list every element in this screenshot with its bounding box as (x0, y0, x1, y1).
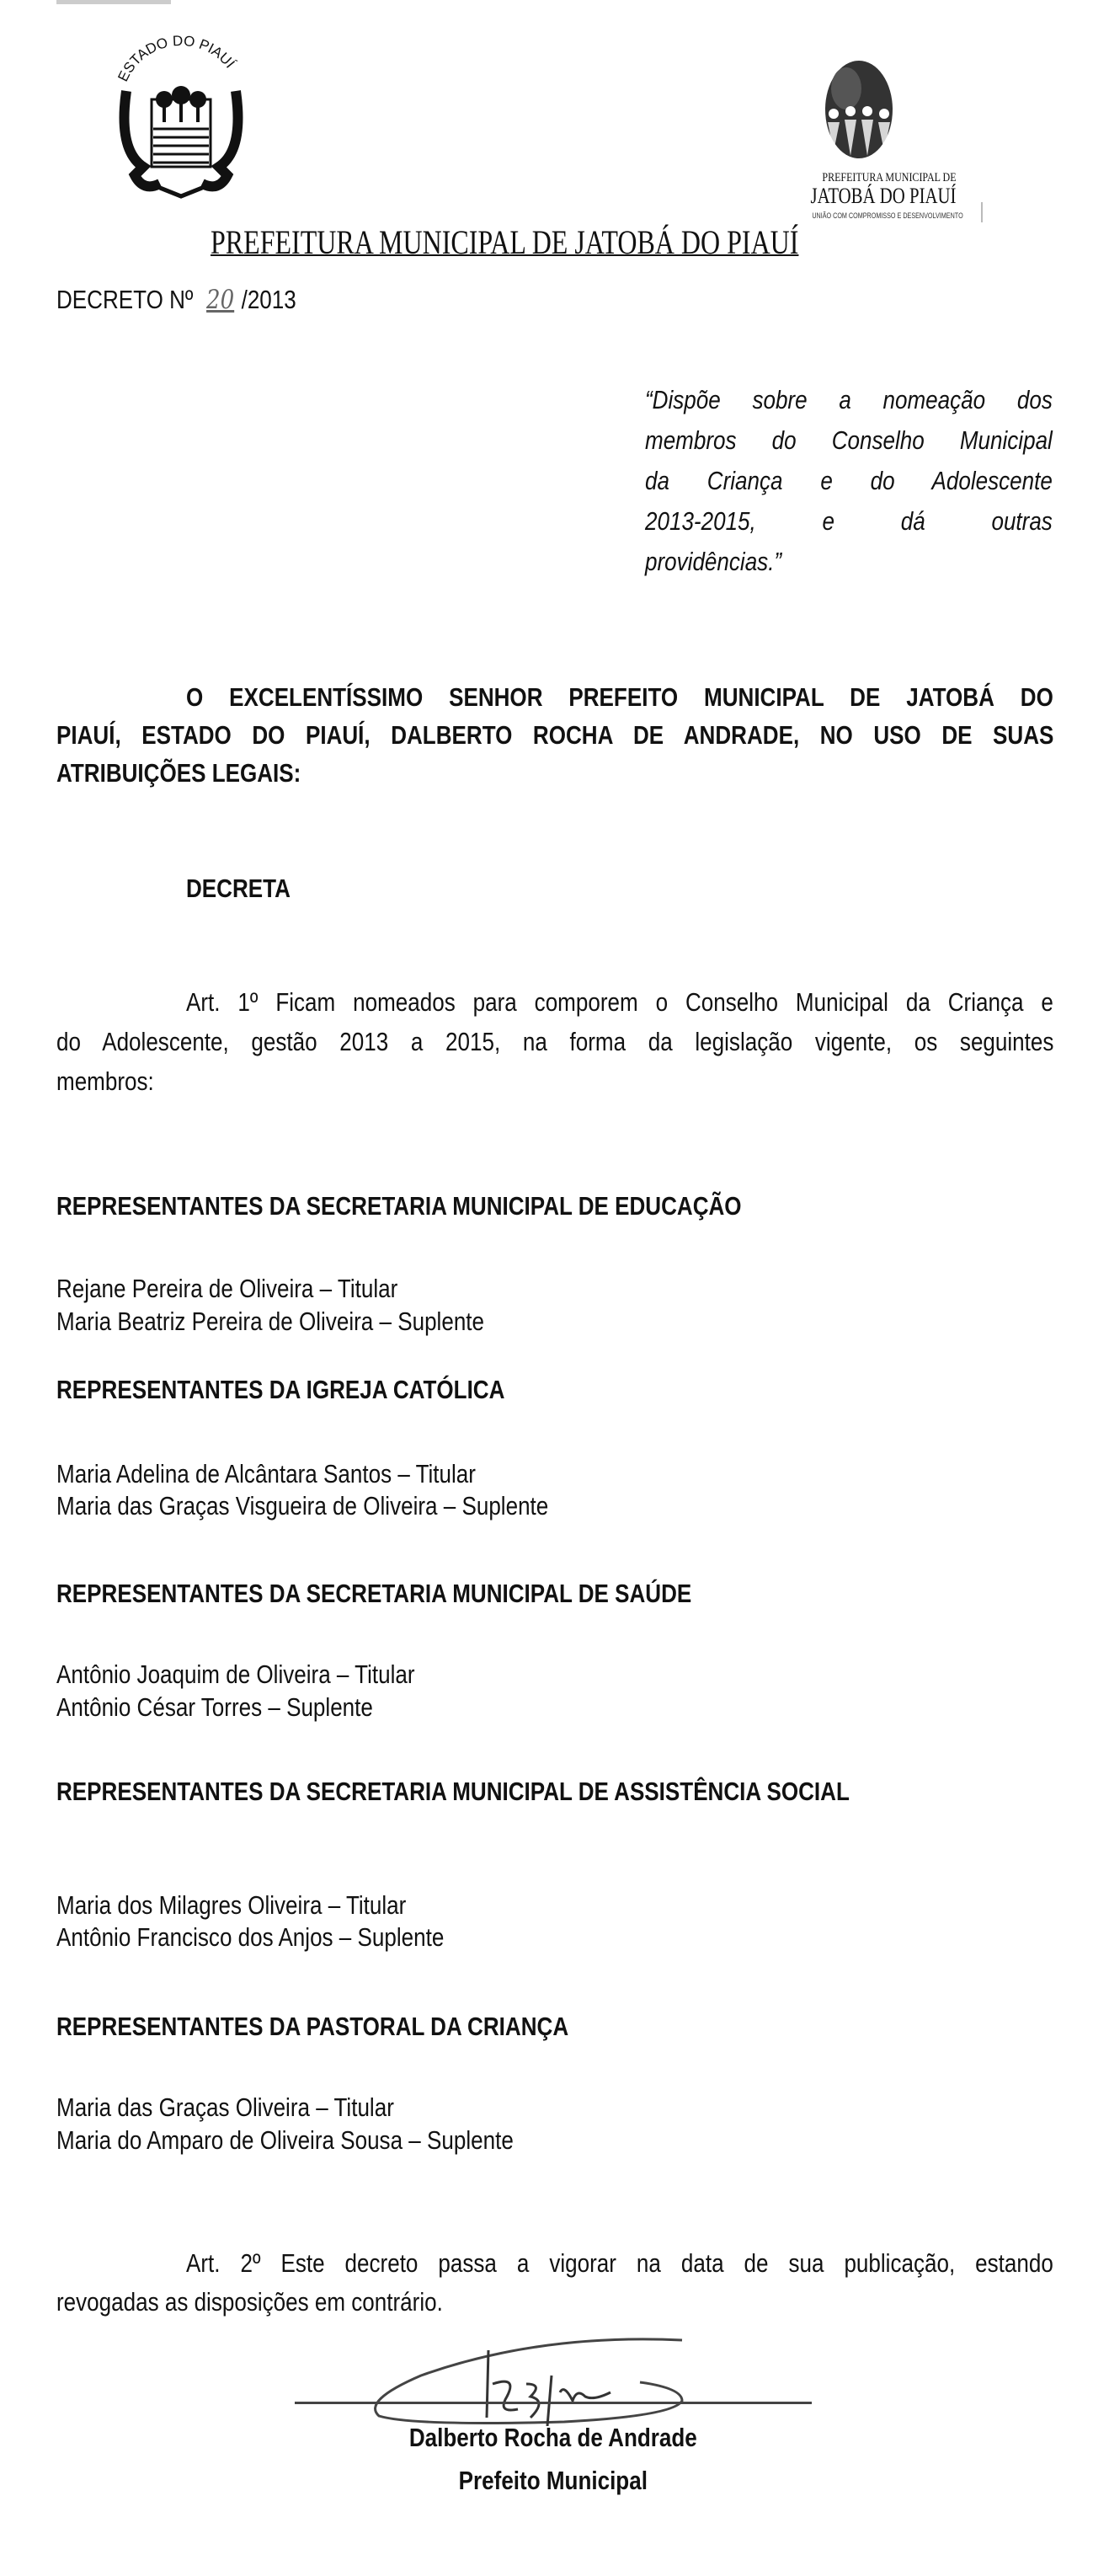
decreta-heading: DECRETA (186, 874, 291, 903)
logo-line-1: PREFEITURA MUNICIPAL DE (822, 171, 957, 184)
decree-year: /2013 (241, 285, 296, 314)
decree-number (56, 285, 296, 315)
group-heading: REPRESENTANTES DA SECRETARIA MUNICIPAL DE SAÚDE (56, 1579, 692, 1608)
art2-line: Art. 2º Este decreto passa a vigorar na data de sua publicação, estando (186, 2248, 1053, 2278)
preamble-line: ATRIBUIÇÕES LEGAIS: (56, 758, 301, 788)
member-item: Rejane Pereira de Oliveira – Titular (56, 1274, 398, 1303)
signatory-role: Prefeito Municipal (458, 2466, 648, 2495)
page-title: PREFEITURA MUNICIPAL DE JATOBÁ DO PIAUÍ (211, 223, 799, 261)
group-heading: REPRESENTANTES DA SECRETARIA MUNICIPAL DE EDUCAÇÃO (56, 1191, 742, 1221)
signature-line (295, 2402, 812, 2404)
logo-line-3: UNIÃO COM COMPROMISSO E DESENVOLVIMENTO (812, 211, 963, 220)
member-item: Maria dos Milagres Oliveira – Titular (56, 1890, 407, 1920)
state-coat-of-arms-icon (109, 24, 253, 200)
summary-line: 2013-2015, e dá outras (645, 506, 1053, 536)
summary-line: membros do Conselho Municipal (645, 425, 1053, 455)
summary-line: da Criança e do Adolescente (645, 466, 1053, 495)
summary-line: “Dispõe sobre a nomeação dos (645, 385, 1053, 414)
municipal-logo-icon (821, 59, 897, 168)
scan-mark (56, 0, 171, 4)
member-item: Maria das Graças Oliveira – Titular (56, 2092, 394, 2122)
art1-line: do Adolescente, gestão 2013 a 2015, na forma da legislação vigente, os seguintes (56, 1027, 1054, 1056)
member-item: Maria das Graças Visgueira de Oliveira – Suplente (56, 1491, 549, 1520)
preamble-line: O EXCELENTÍSSIMO SENHOR PREFEITO MUNICIPAL DE JATOBÁ DO (186, 682, 1053, 712)
art1-line: membros: (56, 1066, 154, 1096)
preamble-line: PIAUÍ, ESTADO DO PIAUÍ, DALBERTO ROCHA DE ANDRADE, NO USO DE SUAS (56, 720, 1054, 750)
member-item: Antônio Joaquim de Oliveira – Titular (56, 1659, 415, 1689)
group-heading: REPRESENTANTES DA PASTORAL DA CRIANÇA (56, 2012, 569, 2041)
handwritten-signature-icon (286, 2317, 825, 2426)
svg-text:ESTADO DO PIAUÍ: ESTADO DO PIAUÍ (115, 32, 238, 84)
art1-line: Art. 1º Ficam nomeados para comporem o Conselho Municipal da Criança e (186, 987, 1053, 1017)
member-item: Maria Beatriz Pereira de Oliveira – Suplente (56, 1307, 485, 1336)
member-item: Maria Adelina de Alcântara Santos – Titular (56, 1459, 476, 1488)
member-item: Antônio César Torres – Suplente (56, 1692, 373, 1722)
group-heading: REPRESENTANTES DA IGREJA CATÓLICA (56, 1375, 505, 1404)
art2-line: revogadas as disposições em contrário. (56, 2287, 443, 2317)
decree-handwritten-number: 20 (206, 285, 235, 315)
summary-line: providências.” (645, 547, 782, 576)
logo-line-2: JATOBÁ DO PIAUÍ (810, 184, 957, 208)
scan-mark (981, 202, 983, 222)
member-item: Antônio Francisco dos Anjos – Suplente (56, 1922, 445, 1952)
group-heading: REPRESENTANTES DA SECRETARIA MUNICIPAL DE ASSISTÊNCIA SOCIAL (56, 1777, 850, 1806)
signatory-name: Dalberto Rocha de Andrade (408, 2423, 697, 2452)
decree-label: DECRETO Nº (56, 285, 194, 314)
member-item: Maria do Amparo de Oliveira Sousa – Suplente (56, 2125, 514, 2155)
